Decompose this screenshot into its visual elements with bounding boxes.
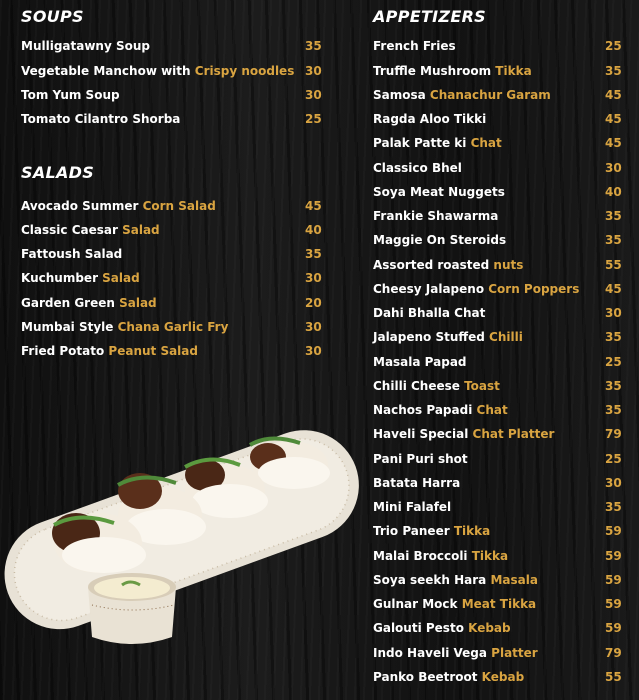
soups-title: SOUPS	[21, 7, 84, 26]
menu-item-price: 20	[305, 296, 322, 310]
menu-item: Cheesy Jalapeno Corn Poppers 45	[373, 279, 623, 299]
menu-item: Classic Caesar Salad 40	[21, 220, 321, 240]
menu-item-price: 79	[605, 646, 622, 660]
menu-item-price: 79	[605, 427, 622, 441]
menu-item-price: 35	[605, 209, 622, 223]
menu-item: Trio Paneer Tikka 59	[373, 521, 623, 541]
menu-item: Soya seekh Hara Masala 59	[373, 570, 623, 590]
menu-item-price: 35	[605, 379, 622, 393]
menu-item: Dahi Bhalla Chat 30	[373, 303, 623, 323]
menu-item: Mulligatawny Soup 35	[21, 36, 321, 56]
menu-item-price: 59	[605, 549, 622, 563]
menu-item-price: 40	[605, 185, 622, 199]
menu-item-price: 40	[305, 223, 322, 237]
menu-item: Pani Puri shot 25	[373, 449, 623, 469]
menu-item: Masala Papad 25	[373, 352, 623, 372]
menu-item: Frankie Shawarma 35	[373, 206, 623, 226]
menu-item: Malai Broccoli Tikka 59	[373, 546, 623, 566]
appetizers-title: APPETIZERS	[373, 7, 487, 26]
menu-item: Jalapeno Stuffed Chilli 35	[373, 327, 623, 347]
menu-item-price: 30	[305, 320, 322, 334]
menu-item-price: 30	[605, 161, 622, 175]
menu-item: Panko Beetroot Kebab 55	[373, 667, 623, 687]
menu-item-price: 35	[605, 500, 622, 514]
menu-item-price: 25	[605, 452, 622, 466]
menu-item-price: 25	[605, 39, 622, 53]
menu-item-price: 59	[605, 524, 622, 538]
menu-item-price: 35	[305, 39, 322, 53]
menu-item: Chilli Cheese Toast 35	[373, 376, 623, 396]
menu-item: Gulnar Mock Meat Tikka 59	[373, 594, 623, 614]
salads-title: SALADS	[21, 163, 95, 182]
menu-item-price: 30	[605, 476, 622, 490]
menu-item-price: 55	[605, 670, 622, 684]
menu-item-price: 59	[605, 573, 622, 587]
dip-bowl	[88, 573, 176, 644]
menu-item-price: 30	[305, 344, 322, 358]
menu-item-price: 30	[305, 271, 322, 285]
menu-item-price: 30	[305, 88, 322, 102]
menu-item: Mini Falafel 35	[373, 497, 623, 517]
menu-item: Haveli Special Chat Platter 79	[373, 424, 623, 444]
menu-item: Avocado Summer Corn Salad 45	[21, 196, 321, 216]
menu-item: Tomato Cilantro Shorba 25	[21, 109, 321, 129]
menu-item-price: 59	[605, 597, 622, 611]
menu-item-price: 30	[305, 64, 322, 78]
menu-item-price: 25	[305, 112, 322, 126]
menu-item-price: 35	[605, 233, 622, 247]
menu-item: Garden Green Salad 20	[21, 293, 321, 313]
menu-item: Maggie On Steroids 35	[373, 230, 623, 250]
menu-item: Kuchumber Salad 30	[21, 268, 321, 288]
menu-item-price: 35	[605, 403, 622, 417]
menu-item: Fattoush Salad 35	[21, 244, 321, 264]
menu-item: Classico Bhel 30	[373, 158, 623, 178]
menu-item: Galouti Pesto Kebab 59	[373, 618, 623, 638]
menu-item-price: 55	[605, 258, 622, 272]
menu-item-price: 45	[605, 88, 622, 102]
menu-item: Palak Patte ki Chat 45	[373, 133, 623, 153]
menu-item: Assorted roasted nuts 55	[373, 255, 623, 275]
menu-item-price: 59	[605, 621, 622, 635]
menu-item-price: 45	[305, 199, 322, 213]
menu-item: Fried Potato Peanut Salad 30	[21, 341, 321, 361]
menu-item: Indo Haveli Vega Platter 79	[373, 643, 623, 663]
menu-item: Truffle Mushroom Tikka 35	[373, 61, 623, 81]
menu-item-price: 25	[605, 355, 622, 369]
menu-item-price: 30	[605, 306, 622, 320]
menu-item: Mumbai Style Chana Garlic Fry 30	[21, 317, 321, 337]
menu-item: Soya Meat Nuggets 40	[373, 182, 623, 202]
menu-item: Ragda Aloo Tikki 45	[373, 109, 623, 129]
menu-item: Samosa Chanachur Garam 45	[373, 85, 623, 105]
menu-item: Tom Yum Soup 30	[21, 85, 321, 105]
menu-item-price: 35	[605, 330, 622, 344]
menu-item-price: 45	[605, 282, 622, 296]
menu-item: Nachos Papadi Chat 35	[373, 400, 623, 420]
menu-item-price: 35	[605, 64, 622, 78]
menu-item-price: 45	[605, 136, 622, 150]
menu-item: French Fries 25	[373, 36, 623, 56]
menu-item-price: 45	[605, 112, 622, 126]
menu-item-price: 35	[305, 247, 322, 261]
menu-item: Batata Harra 30	[373, 473, 623, 493]
menu-item: Vegetable Manchow with Crispy noodles 30	[21, 61, 321, 81]
food-platter-image	[0, 415, 360, 655]
